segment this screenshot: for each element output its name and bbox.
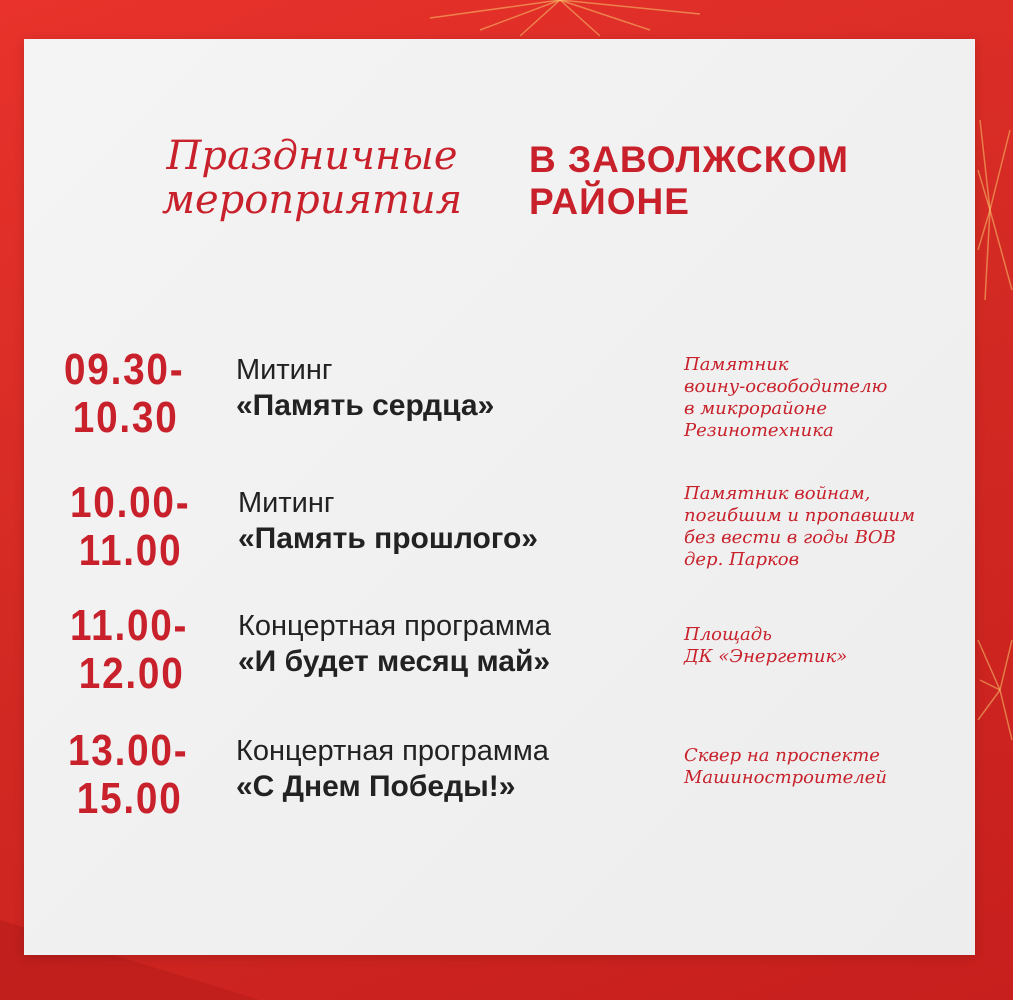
title-script-line2: мероприятия: [161, 177, 463, 223]
event-place-line: без вести в годы ВОВ: [684, 527, 896, 548]
event-place-line: Машиностроителей: [684, 767, 888, 788]
event-place-line: Памятник: [684, 354, 789, 375]
title-district-line1: В ЗАВОЛЖСКОМ: [529, 139, 849, 180]
event-place-line: Площадь: [684, 624, 772, 645]
event-item: [24, 479, 975, 589]
event-time: [64, 346, 196, 442]
event-name: «И будет месяц май»: [238, 645, 551, 678]
event-item: [24, 602, 975, 712]
event-type: Митинг: [238, 487, 335, 519]
title-script-line1: Праздничные: [166, 133, 458, 179]
event-item: [24, 727, 975, 837]
event-type: Концертная программа: [238, 610, 551, 642]
event-place-line: Резинотехника: [684, 420, 834, 441]
event-place: [684, 624, 954, 668]
event-type: Митинг: [236, 354, 333, 386]
event-name: «С Днем Победы!»: [236, 770, 516, 803]
event-time: [70, 479, 202, 575]
event-place-line: в микрорайоне: [684, 398, 828, 419]
event-time-start: 11.00-: [70, 601, 189, 650]
event-time-end: 10.30: [72, 393, 179, 442]
event-time: [70, 602, 202, 698]
event-place-line: погибшим и пропавшим: [684, 505, 916, 526]
event-place-line: дер. Парков: [684, 549, 800, 570]
title-script: [132, 134, 492, 222]
event-name: «Память прошлого»: [238, 522, 538, 555]
event-time-end: 11.00: [78, 526, 183, 575]
event-place-line: воину-освободителю: [684, 376, 888, 397]
event-place-line: Сквер на проспекте: [684, 745, 880, 766]
event-place: [684, 354, 954, 442]
event-time-end: 12.00: [78, 649, 185, 698]
title-district: [529, 139, 889, 223]
event-name: «Память сердца»: [236, 389, 495, 422]
event-type: Концертная программа: [236, 735, 549, 767]
event-place-line: Памятник войнам,: [684, 483, 871, 504]
event-place: [684, 483, 954, 571]
title-district-line2: РАЙОНЕ: [529, 181, 690, 222]
event-time-end: 15.00: [76, 774, 183, 823]
event-time: [68, 727, 200, 823]
event-time-start: 10.00-: [70, 478, 191, 527]
event-place: [684, 745, 954, 789]
event-time-start: 13.00-: [68, 726, 189, 775]
event-place-line: ДК «Энергетик»: [684, 646, 848, 667]
event-item: [24, 346, 975, 456]
schedule-panel: [24, 39, 975, 955]
event-time-start: 09.30-: [64, 345, 185, 394]
